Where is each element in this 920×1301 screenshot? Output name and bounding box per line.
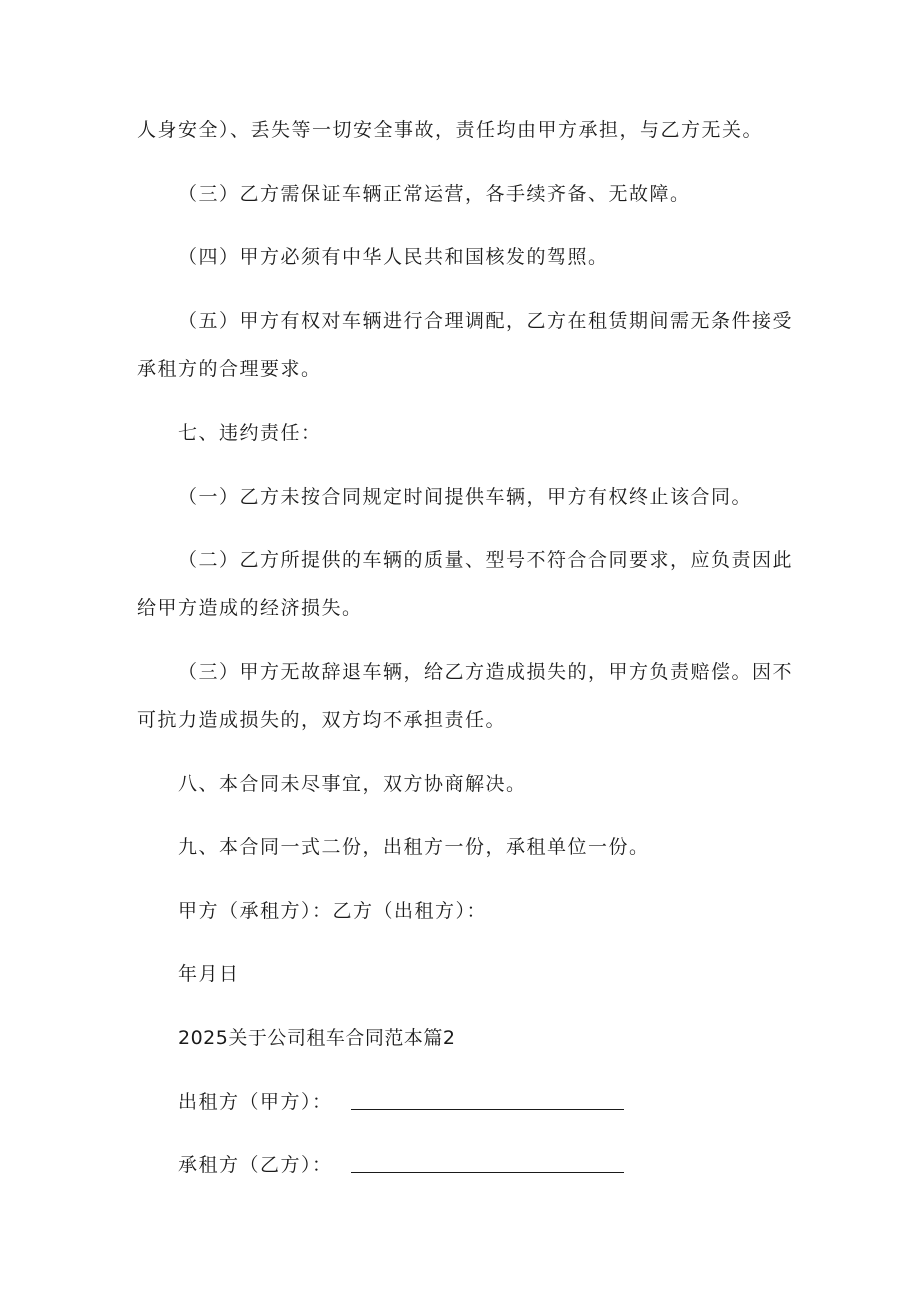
lessor-field (178, 1090, 333, 1114)
section-8: 八、本合同未尽事宜，双方协商解决。 (178, 773, 527, 795)
section-9: 九、本合同一式二份，出租方一份，承租单位一份。 (178, 836, 650, 858)
clause-5-continued: 承租方的合理要求。 (137, 358, 322, 380)
lessor-label: 出租方（甲方）： (178, 1091, 333, 1113)
lessee-field (178, 1153, 333, 1177)
section-heading: 2025关于公司租车合同范本篇2 (178, 1027, 456, 1049)
paragraph-line: 人身安全）、丢失等一切安全事故，责任均由甲方承担，与乙方无关。 (137, 119, 764, 141)
section-7-heading: 七、违约责任： (178, 422, 322, 444)
liability-clause-2-continued: 给甲方造成的经济损失。 (137, 597, 363, 619)
liability-clause-3: （三）甲方无故辞退车辆，给乙方造成损失的，甲方负责赔偿。因不 (178, 661, 794, 683)
liability-clause-3-continued: 可抗力造成损失的，双方均不承担责任。 (137, 709, 507, 731)
signature-parties: 甲方（承租方）：乙方（出租方）： (178, 900, 488, 922)
lessor-blank-line[interactable] (351, 1109, 624, 1110)
lessee-label: 承租方（乙方）： (178, 1154, 333, 1176)
liability-clause-1: （一）乙方未按合同规定时间提供车辆，甲方有权终止该合同。 (178, 486, 753, 508)
clause-3-vehicle-operation: （三）乙方需保证车辆正常运营，各手续齐备、无故障。 (178, 183, 691, 205)
lessee-blank-line[interactable] (351, 1172, 624, 1173)
clause-5-vehicle-dispatch: （五）甲方有权对车辆进行合理调配，乙方在租赁期间需无条件接受 (178, 310, 794, 332)
date-line: 年月日 (178, 963, 240, 985)
liability-clause-2: （二）乙方所提供的车辆的质量、型号不符合合同要求，应负责因此 (178, 549, 794, 571)
clause-4-driver-license: （四）甲方必须有中华人民共和国核发的驾照。 (178, 246, 609, 268)
